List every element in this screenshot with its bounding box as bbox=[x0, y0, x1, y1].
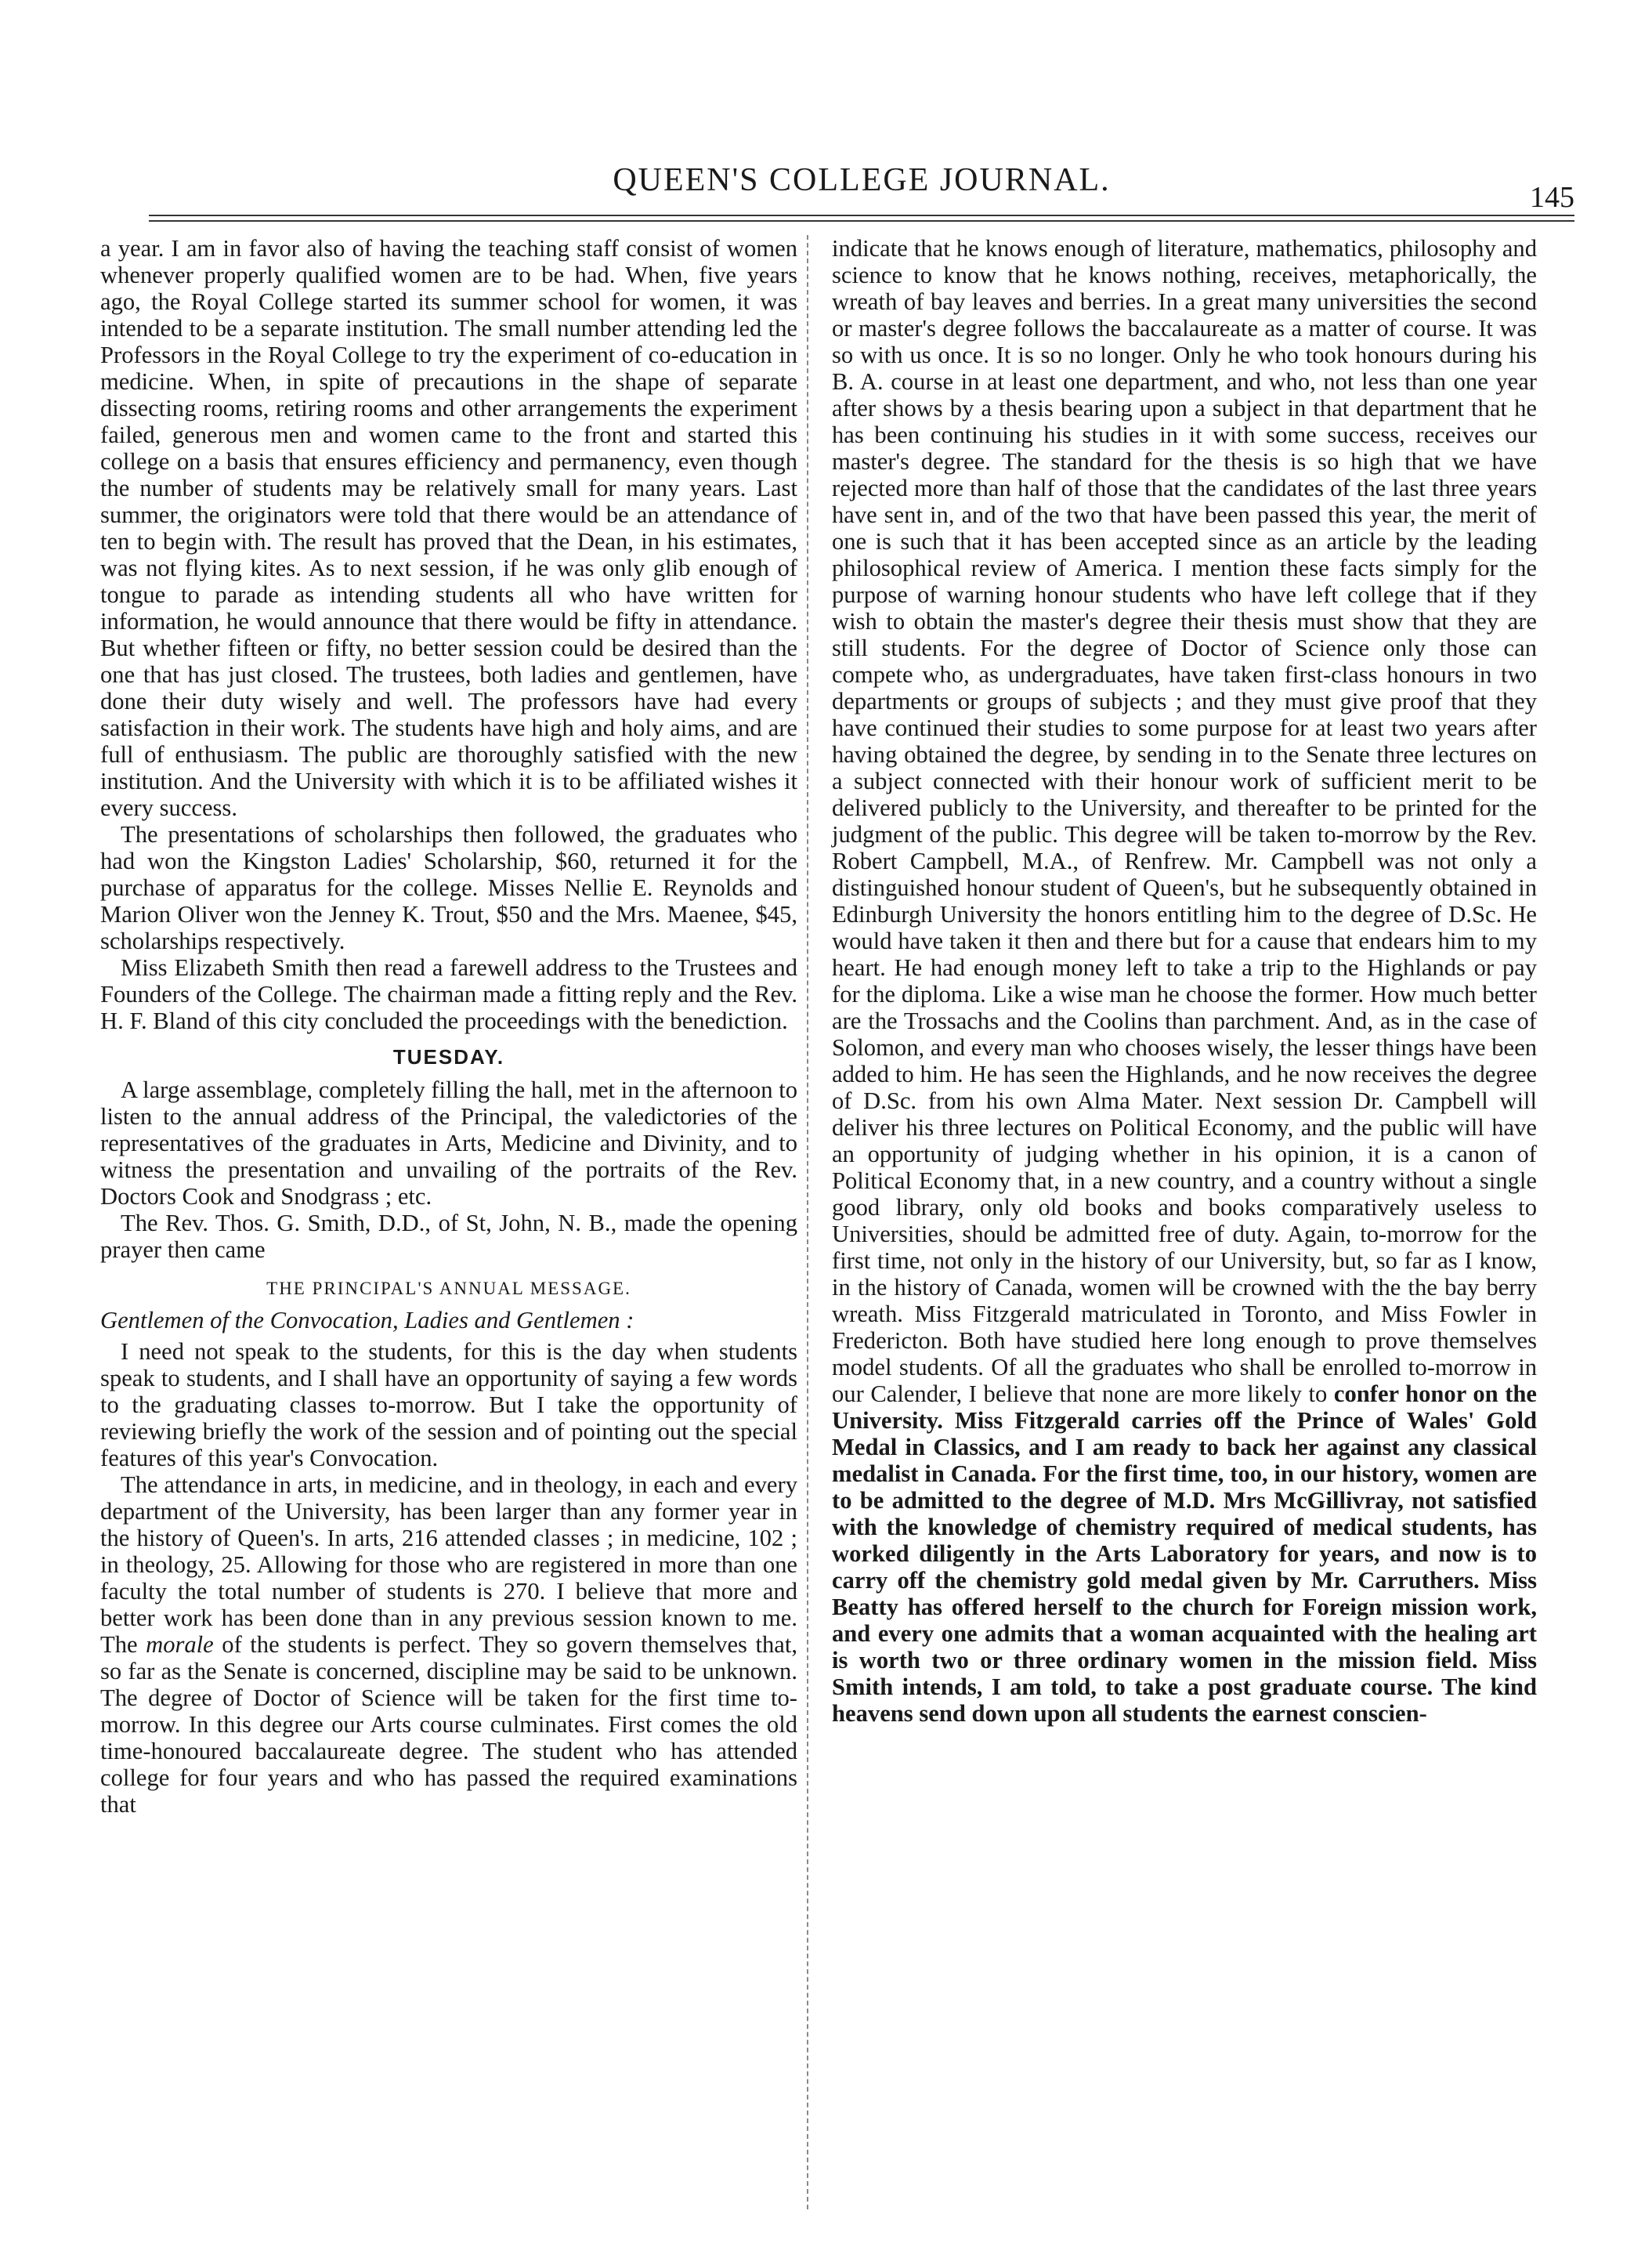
message-heading: THE PRINCIPAL'S ANNUAL MESSAGE. bbox=[266, 1279, 631, 1298]
left-paragraph-4: A large assemblage, completely filling the hall, met in the afternoon to listen to the annual address of the Principal, the valedictories of the representatives of the graduates in Arts, Medicine and Divinity, and to witness the presentation and unvailing of the portraits of the Rev. Doctors Cook and Snodgrass ; etc. bbox=[100, 1076, 797, 1210]
header-rule-bottom bbox=[149, 220, 1574, 222]
page-number: 145 bbox=[1530, 181, 1574, 214]
right-paragraph-1-text: indicate that he knows enough of literature, mathematics, philosophy and science to know that he knows nothing, receives, metaphorically, the wreath of bay leaves and berries. In a great many universities the second or master's degree follows the baccalaureate as a matter of course. It was so with us once. It is so no longer. Only he who took honours during his B. A. course in at least one department, and who, not less than one year after shows by a thesis bearing upon a subject in that department that he has been continuing his studies in it with some success, receives our master's degree. The standard for the thesis is so high that we have rejected more than half of those that the candidates of the last three years have sent in, and of the two that have been passed this year, the merit of one is such that it has been accepted since as an article by the leading philosophical review of America. I mention these facts simply for the purpose of warning honour students who have left college that if they wish to obtain the master's degree their thesis must show that they are still students. For the degree of Doctor of Science only those can compete who, as undergraduates, have taken first-class honours in two departments or groups of subjects ; and they must give proof that they have continued their studies to some purpose for at least two years after having obtained the degree, by sending in to the Senate three lectures on a subject connected with their honour work of sufficient merit to be delivered publicly to the University, and thereafter to be printed for the judgment of the public. This degree will be taken to-morrow by the Rev. Robert Campbell, M.A., of Renfrew. Mr. Campbell was not only a distinguished honour student of Queen's, but he subsequently obtained in Edinburgh University the honors entitling him to the degree of D.Sc. He would have taken it then and there but for a cause that endears him to my heart. He had enough money left to take a trip to the Highlands or pay for the diploma. Like a wise man he choose the former. How much better are the Trossachs and the Coolins than parchment. And, as in the case of Solomon, and every man who chooses wisely, the lesser things have been added to him. He has seen the Highlands, and he now receives the degree of D.Sc. from his own Alma Mater. Next session Dr. Campbell will deliver his three lectures on Political Economy, and the public will have an opportunity of judging whether in his opinion, it is a canon of Political Economy that, in a new country, and a country without a single good library, only old books and books comparatively useless to Universities, should be admitted free of duty. Again, to-morrow for the first time, not only in the history of our University, but, so far as I know, in the history of Canada, women will be crowned with the the bay berry wreath. Miss Fitzgerald matriculated in Toronto, and Miss Fowler in Fredericton. Both have studied here long enough to prove themselves model students. Of all the graduates who shall be enrolled to-morrow in our Calender, I believe that none are more likely to bbox=[832, 235, 1537, 1407]
left-paragraph-2: The presentations of scholarships then followed, the graduates who had won the Kingston Ladies' Scholarship, $60, returned it for the purchase of apparatus for the college. Misses Nellie E. Reynolds and Marion Oliver won the Jenney K. Trout, $50 and the Mrs. Maenee, $45, scholarships respectively. bbox=[100, 821, 797, 954]
salutation: Gentlemen of the Convocation, Ladies and Gentlemen : bbox=[100, 1307, 634, 1333]
column-divider bbox=[807, 235, 808, 2209]
left-paragraph-6: I need not speak to the students, for this is the day when students speak to students, and I shall have an opportunity of saying a few words to the graduating classes to-morrow. But I take the opportunity of reviewing briefly the work of the session and of pointing out the special features of this year's Convocation. bbox=[100, 1338, 797, 1471]
header-rule-top bbox=[149, 215, 1574, 216]
journal-title: QUEEN'S COLLEGE JOURNAL. bbox=[613, 162, 1111, 198]
left-paragraph-5: The Rev. Thos. G. Smith, D.D., of St, John, N. B., made the opening prayer then came bbox=[100, 1210, 797, 1263]
right-paragraph-1 bbox=[832, 235, 1537, 1727]
right-paragraph-1-bold-text: confer honor on the University. Miss Fitzgerald carries off the Prince of Wales' Gold Medal in Classics, and I am ready to back her against any classical medalist in Canada. For the first time, too, in our history, women are to be admitted to the degree of M.D. Mrs McGillivray, not satisfied with the knowledge of chemistry required of medical students, has worked diligently in the Arts Laboratory for years, and now is to carry off the chemistry gold medal given by Mr. Carruthers. Miss Beatty has offered herself to the church for Foreign mission work, and every one admits that a woman acquainted with the healing art is worth two or three ordinary women in the mission field. Miss Smith intends, I am told, to take a post graduate course. The kind heavens send down upon all students the earnest conscien- bbox=[832, 1380, 1537, 1727]
tuesday-heading: TUESDAY. bbox=[392, 1045, 505, 1069]
left-column bbox=[100, 235, 797, 1818]
morale-italic: morale bbox=[146, 1631, 214, 1658]
right-column bbox=[832, 235, 1537, 1727]
left-paragraph-7 bbox=[100, 1471, 797, 1818]
left-paragraph-7-part-a: The attendance in arts, in medicine, and in theology, in each and every department of the University, has been larger than any former year in the history of Queen's. In arts, 216 attended classes ; in medicine, 102 ; in theology, 25. Allowing for those who are registered in more than one faculty the total number of students is 270. I believe that more and better work has been done than in any previous session known to me. The bbox=[100, 1471, 797, 1658]
left-paragraph-3: Miss Elizabeth Smith then read a farewell address to the Trustees and Founders of the College. The chairman made a fitting reply and the Rev. H. F. Bland of this city concluded the proceedings with the benediction. bbox=[100, 954, 797, 1034]
left-paragraph-1: a year. I am in favor also of having the teaching staff consist of women whenever properly qualified women are to be had. When, five years ago, the Royal College started its summer school for women, it was intended to be a separate institution. The small number attending led the Professors in the Royal College to try the experiment of co-education in medicine. When, in spite of precautions in the shape of separate dissecting rooms, retiring rooms and other arrangements the experiment failed, generous men and women came to the front and started this college on a basis that ensures efficiency and permanency, even though the number of students may be relatively small for many years. Last summer, the originators were told that there would be an attendance of ten to begin with. The result has proved that the Dean, in his estimates, was not flying kites. As to next session, if he was only glib enough of tongue to parade as intending students all who have written for information, he would announce that there would be fifty in attendance. But whether fifteen or fifty, no better session could be desired than the one that has just closed. The trustees, both ladies and gentlemen, have done their duty wisely and well. The professors have had every satisfaction in their work. The students have high and holy aims, and are full of enthusiasm. The public are thoroughly satisfied with the new institution. And the University with which it is to be affiliated wishes it every success. bbox=[100, 235, 797, 821]
left-paragraph-7-part-b: of the students is perfect. They so govern themselves that, so far as the Senate is concerned, discipline may be said to be unknown. The degree of Doctor of Science will be taken for the first time to-morrow. In this degree our Arts course culminates. First comes the old time-honoured baccalaureate degree. The student who has attended college for four years and who has passed the required examinations that bbox=[100, 1631, 797, 1818]
page-header bbox=[149, 154, 1574, 214]
